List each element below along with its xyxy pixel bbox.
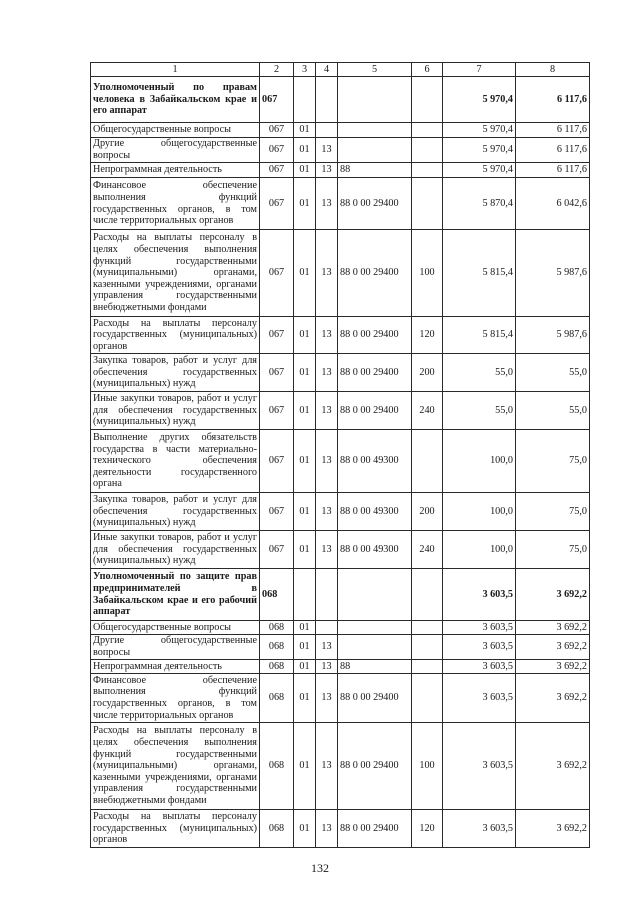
cell-amount-year1: 3 603,5 xyxy=(443,660,516,674)
cell-ministry: 067 xyxy=(260,317,294,354)
table-row xyxy=(91,660,590,674)
row-name: Другие общегосударственные вопросы xyxy=(91,635,260,660)
cell-section: 01 xyxy=(294,392,316,430)
cell-amount-year2: 6 117,6 xyxy=(516,77,590,123)
cell-amount-year2: 6 117,6 xyxy=(516,123,590,138)
row-name: Расходы на выплаты персоналу государственных (муниципальных) органов xyxy=(91,317,260,354)
column-header: 2 xyxy=(260,63,294,77)
cell-target: 88 0 00 29400 xyxy=(338,178,412,230)
cell-target: 88 0 00 29400 xyxy=(338,810,412,848)
column-header: 7 xyxy=(443,63,516,77)
table-row xyxy=(91,531,590,569)
cell-section: 01 xyxy=(294,674,316,723)
cell-amount-year2: 3 692,2 xyxy=(516,635,590,660)
column-header: 4 xyxy=(316,63,338,77)
cell-amount-year2: 6 042,6 xyxy=(516,178,590,230)
row-name: Финансовое обеспечение выполнения функций государственных органов, в том числе территориальных органов xyxy=(91,674,260,723)
cell-amount-year2: 3 692,2 xyxy=(516,723,590,810)
table-row xyxy=(91,178,590,230)
cell-subsection: 13 xyxy=(316,723,338,810)
row-name: Общегосударственные вопросы xyxy=(91,621,260,635)
cell-subsection xyxy=(316,123,338,138)
cell-target xyxy=(338,621,412,635)
cell-amount-year1: 5 970,4 xyxy=(443,77,516,123)
cell-subsection: 13 xyxy=(316,392,338,430)
cell-amount-year1: 5 815,4 xyxy=(443,317,516,354)
cell-expense-type: 100 xyxy=(412,230,443,317)
cell-ministry: 068 xyxy=(260,674,294,723)
cell-amount-year1: 5 870,4 xyxy=(443,178,516,230)
cell-subsection: 13 xyxy=(316,430,338,493)
cell-target xyxy=(338,635,412,660)
cell-subsection: 13 xyxy=(316,317,338,354)
cell-amount-year2: 3 692,2 xyxy=(516,810,590,848)
cell-ministry: 067 xyxy=(260,392,294,430)
cell-section: 01 xyxy=(294,810,316,848)
cell-ministry: 068 xyxy=(260,810,294,848)
cell-target xyxy=(338,123,412,138)
cell-ministry: 067 xyxy=(260,430,294,493)
cell-amount-year1: 5 970,4 xyxy=(443,138,516,163)
cell-amount-year1: 5 970,4 xyxy=(443,163,516,178)
row-name: Финансовое обеспечение выполнения функций государственных органов, в том числе территориальных органов xyxy=(91,178,260,230)
cell-expense-type xyxy=(412,178,443,230)
cell-ministry: 067 xyxy=(260,354,294,392)
cell-amount-year1: 3 603,5 xyxy=(443,569,516,621)
table-row xyxy=(91,392,590,430)
cell-section: 01 xyxy=(294,635,316,660)
cell-ministry: 067 xyxy=(260,138,294,163)
cell-expense-type xyxy=(412,674,443,723)
cell-expense-type xyxy=(412,163,443,178)
cell-subsection xyxy=(316,569,338,621)
cell-amount-year1: 3 603,5 xyxy=(443,674,516,723)
table-row xyxy=(91,317,590,354)
cell-amount-year1: 3 603,5 xyxy=(443,810,516,848)
cell-amount-year2: 6 117,6 xyxy=(516,138,590,163)
table-row xyxy=(91,493,590,531)
table-row xyxy=(91,77,590,123)
cell-target xyxy=(338,569,412,621)
cell-section: 01 xyxy=(294,230,316,317)
cell-section: 01 xyxy=(294,354,316,392)
cell-ministry: 067 xyxy=(260,178,294,230)
row-name: Закупка товаров, работ и услуг для обеспечения государственных (муниципальных) нужд xyxy=(91,354,260,392)
cell-target xyxy=(338,77,412,123)
cell-amount-year2: 75,0 xyxy=(516,531,590,569)
cell-subsection: 13 xyxy=(316,810,338,848)
cell-ministry: 068 xyxy=(260,621,294,635)
cell-amount-year2: 3 692,2 xyxy=(516,621,590,635)
cell-subsection: 13 xyxy=(316,493,338,531)
cell-amount-year2: 75,0 xyxy=(516,493,590,531)
table-row xyxy=(91,430,590,493)
table-row xyxy=(91,569,590,621)
cell-ministry: 068 xyxy=(260,635,294,660)
cell-ministry: 068 xyxy=(260,660,294,674)
cell-expense-type: 120 xyxy=(412,317,443,354)
cell-amount-year1: 100,0 xyxy=(443,531,516,569)
cell-amount-year2: 6 117,6 xyxy=(516,163,590,178)
row-name: Расходы на выплаты персоналу государственных (муниципальных) органов xyxy=(91,810,260,848)
cell-amount-year1: 55,0 xyxy=(443,354,516,392)
cell-expense-type xyxy=(412,123,443,138)
table-row xyxy=(91,810,590,848)
cell-section: 01 xyxy=(294,430,316,493)
row-name: Уполномоченный по защите прав предпринимателей в Забайкальском крае и его рабочий аппарат xyxy=(91,569,260,621)
cell-expense-type: 240 xyxy=(412,392,443,430)
row-name: Закупка товаров, работ и услуг для обеспечения государственных (муниципальных) нужд xyxy=(91,493,260,531)
cell-subsection xyxy=(316,77,338,123)
cell-ministry: 067 xyxy=(260,531,294,569)
row-name: Уполномоченный по правам человека в Забайкальском крае и его аппарат xyxy=(91,77,260,123)
cell-amount-year2: 3 692,2 xyxy=(516,660,590,674)
table-row xyxy=(91,354,590,392)
cell-target: 88 0 00 29400 xyxy=(338,723,412,810)
page-number: 132 xyxy=(311,861,329,875)
cell-subsection: 13 xyxy=(316,531,338,569)
cell-section: 01 xyxy=(294,660,316,674)
column-header: 6 xyxy=(412,63,443,77)
cell-expense-type xyxy=(412,621,443,635)
cell-expense-type: 200 xyxy=(412,493,443,531)
cell-amount-year1: 3 603,5 xyxy=(443,621,516,635)
cell-section: 01 xyxy=(294,493,316,531)
cell-section xyxy=(294,77,316,123)
cell-ministry: 068 xyxy=(260,723,294,810)
cell-amount-year2: 5 987,6 xyxy=(516,317,590,354)
cell-amount-year2: 55,0 xyxy=(516,354,590,392)
cell-expense-type: 120 xyxy=(412,810,443,848)
cell-subsection: 13 xyxy=(316,635,338,660)
cell-target: 88 xyxy=(338,163,412,178)
cell-section: 01 xyxy=(294,723,316,810)
budget-table xyxy=(90,62,590,848)
cell-target: 88 0 00 29400 xyxy=(338,392,412,430)
cell-subsection: 13 xyxy=(316,660,338,674)
row-name: Непрограммная деятельность xyxy=(91,660,260,674)
row-name: Общегосударственные вопросы xyxy=(91,123,260,138)
cell-ministry: 068 xyxy=(260,569,294,621)
cell-expense-type: 100 xyxy=(412,723,443,810)
cell-subsection: 13 xyxy=(316,178,338,230)
cell-amount-year2: 3 692,2 xyxy=(516,569,590,621)
cell-section: 01 xyxy=(294,163,316,178)
cell-amount-year1: 55,0 xyxy=(443,392,516,430)
cell-amount-year2: 55,0 xyxy=(516,392,590,430)
column-header: 5 xyxy=(338,63,412,77)
cell-target: 88 0 00 29400 xyxy=(338,354,412,392)
cell-section: 01 xyxy=(294,178,316,230)
cell-expense-type xyxy=(412,430,443,493)
row-name: Расходы на выплаты персоналу в целях обеспечения выполнения функций государственными (муниципальными) органами, казенными учреждениями, органами управления государственными внебюджетными фондами xyxy=(91,230,260,317)
row-name: Расходы на выплаты персоналу в целях обеспечения выполнения функций государственными (муниципальными) органами, казенными учреждениями, органами управления государственными внебюджетными фондами xyxy=(91,723,260,810)
cell-subsection: 13 xyxy=(316,163,338,178)
table-row xyxy=(91,230,590,317)
cell-expense-type xyxy=(412,138,443,163)
row-name: Другие общегосударственные вопросы xyxy=(91,138,260,163)
cell-subsection: 13 xyxy=(316,138,338,163)
cell-target xyxy=(338,138,412,163)
table-row xyxy=(91,138,590,163)
cell-amount-year2: 75,0 xyxy=(516,430,590,493)
cell-target: 88 0 00 49300 xyxy=(338,531,412,569)
cell-section: 01 xyxy=(294,621,316,635)
cell-amount-year1: 3 603,5 xyxy=(443,723,516,810)
cell-section: 01 xyxy=(294,531,316,569)
cell-section: 01 xyxy=(294,317,316,354)
cell-amount-year1: 100,0 xyxy=(443,430,516,493)
cell-amount-year1: 5 815,4 xyxy=(443,230,516,317)
cell-ministry: 067 xyxy=(260,230,294,317)
cell-expense-type xyxy=(412,77,443,123)
cell-section: 01 xyxy=(294,123,316,138)
cell-expense-type: 240 xyxy=(412,531,443,569)
cell-target: 88 0 00 29400 xyxy=(338,230,412,317)
table-row xyxy=(91,723,590,810)
cell-target: 88 0 00 29400 xyxy=(338,317,412,354)
cell-target: 88 0 00 29400 xyxy=(338,674,412,723)
cell-subsection: 13 xyxy=(316,230,338,317)
row-name: Выполнение других обязательств государства в части материально-технического обеспечения деятельности государственного органа xyxy=(91,430,260,493)
cell-subsection xyxy=(316,621,338,635)
table-row xyxy=(91,123,590,138)
header-row xyxy=(91,63,590,77)
cell-amount-year1: 100,0 xyxy=(443,493,516,531)
cell-amount-year1: 3 603,5 xyxy=(443,635,516,660)
cell-target: 88 xyxy=(338,660,412,674)
column-header: 3 xyxy=(294,63,316,77)
cell-ministry: 067 xyxy=(260,123,294,138)
table-row xyxy=(91,163,590,178)
cell-target: 88 0 00 49300 xyxy=(338,430,412,493)
column-header: 8 xyxy=(516,63,590,77)
cell-subsection: 13 xyxy=(316,354,338,392)
cell-section: 01 xyxy=(294,138,316,163)
cell-ministry: 067 xyxy=(260,77,294,123)
cell-target: 88 0 00 49300 xyxy=(338,493,412,531)
cell-section xyxy=(294,569,316,621)
cell-amount-year2: 5 987,6 xyxy=(516,230,590,317)
column-header: 1 xyxy=(91,63,260,77)
row-name: Непрограммная деятельность xyxy=(91,163,260,178)
cell-amount-year1: 5 970,4 xyxy=(443,123,516,138)
cell-expense-type xyxy=(412,660,443,674)
table-row xyxy=(91,621,590,635)
cell-ministry: 067 xyxy=(260,493,294,531)
cell-amount-year2: 3 692,2 xyxy=(516,674,590,723)
row-name: Иные закупки товаров, работ и услуг для обеспечения государственных (муниципальных) нужд xyxy=(91,392,260,430)
cell-expense-type: 200 xyxy=(412,354,443,392)
table-row xyxy=(91,674,590,723)
row-name: Иные закупки товаров, работ и услуг для обеспечения государственных (муниципальных) нужд xyxy=(91,531,260,569)
cell-expense-type xyxy=(412,569,443,621)
table-row xyxy=(91,635,590,660)
cell-ministry: 067 xyxy=(260,163,294,178)
cell-subsection: 13 xyxy=(316,674,338,723)
cell-expense-type xyxy=(412,635,443,660)
